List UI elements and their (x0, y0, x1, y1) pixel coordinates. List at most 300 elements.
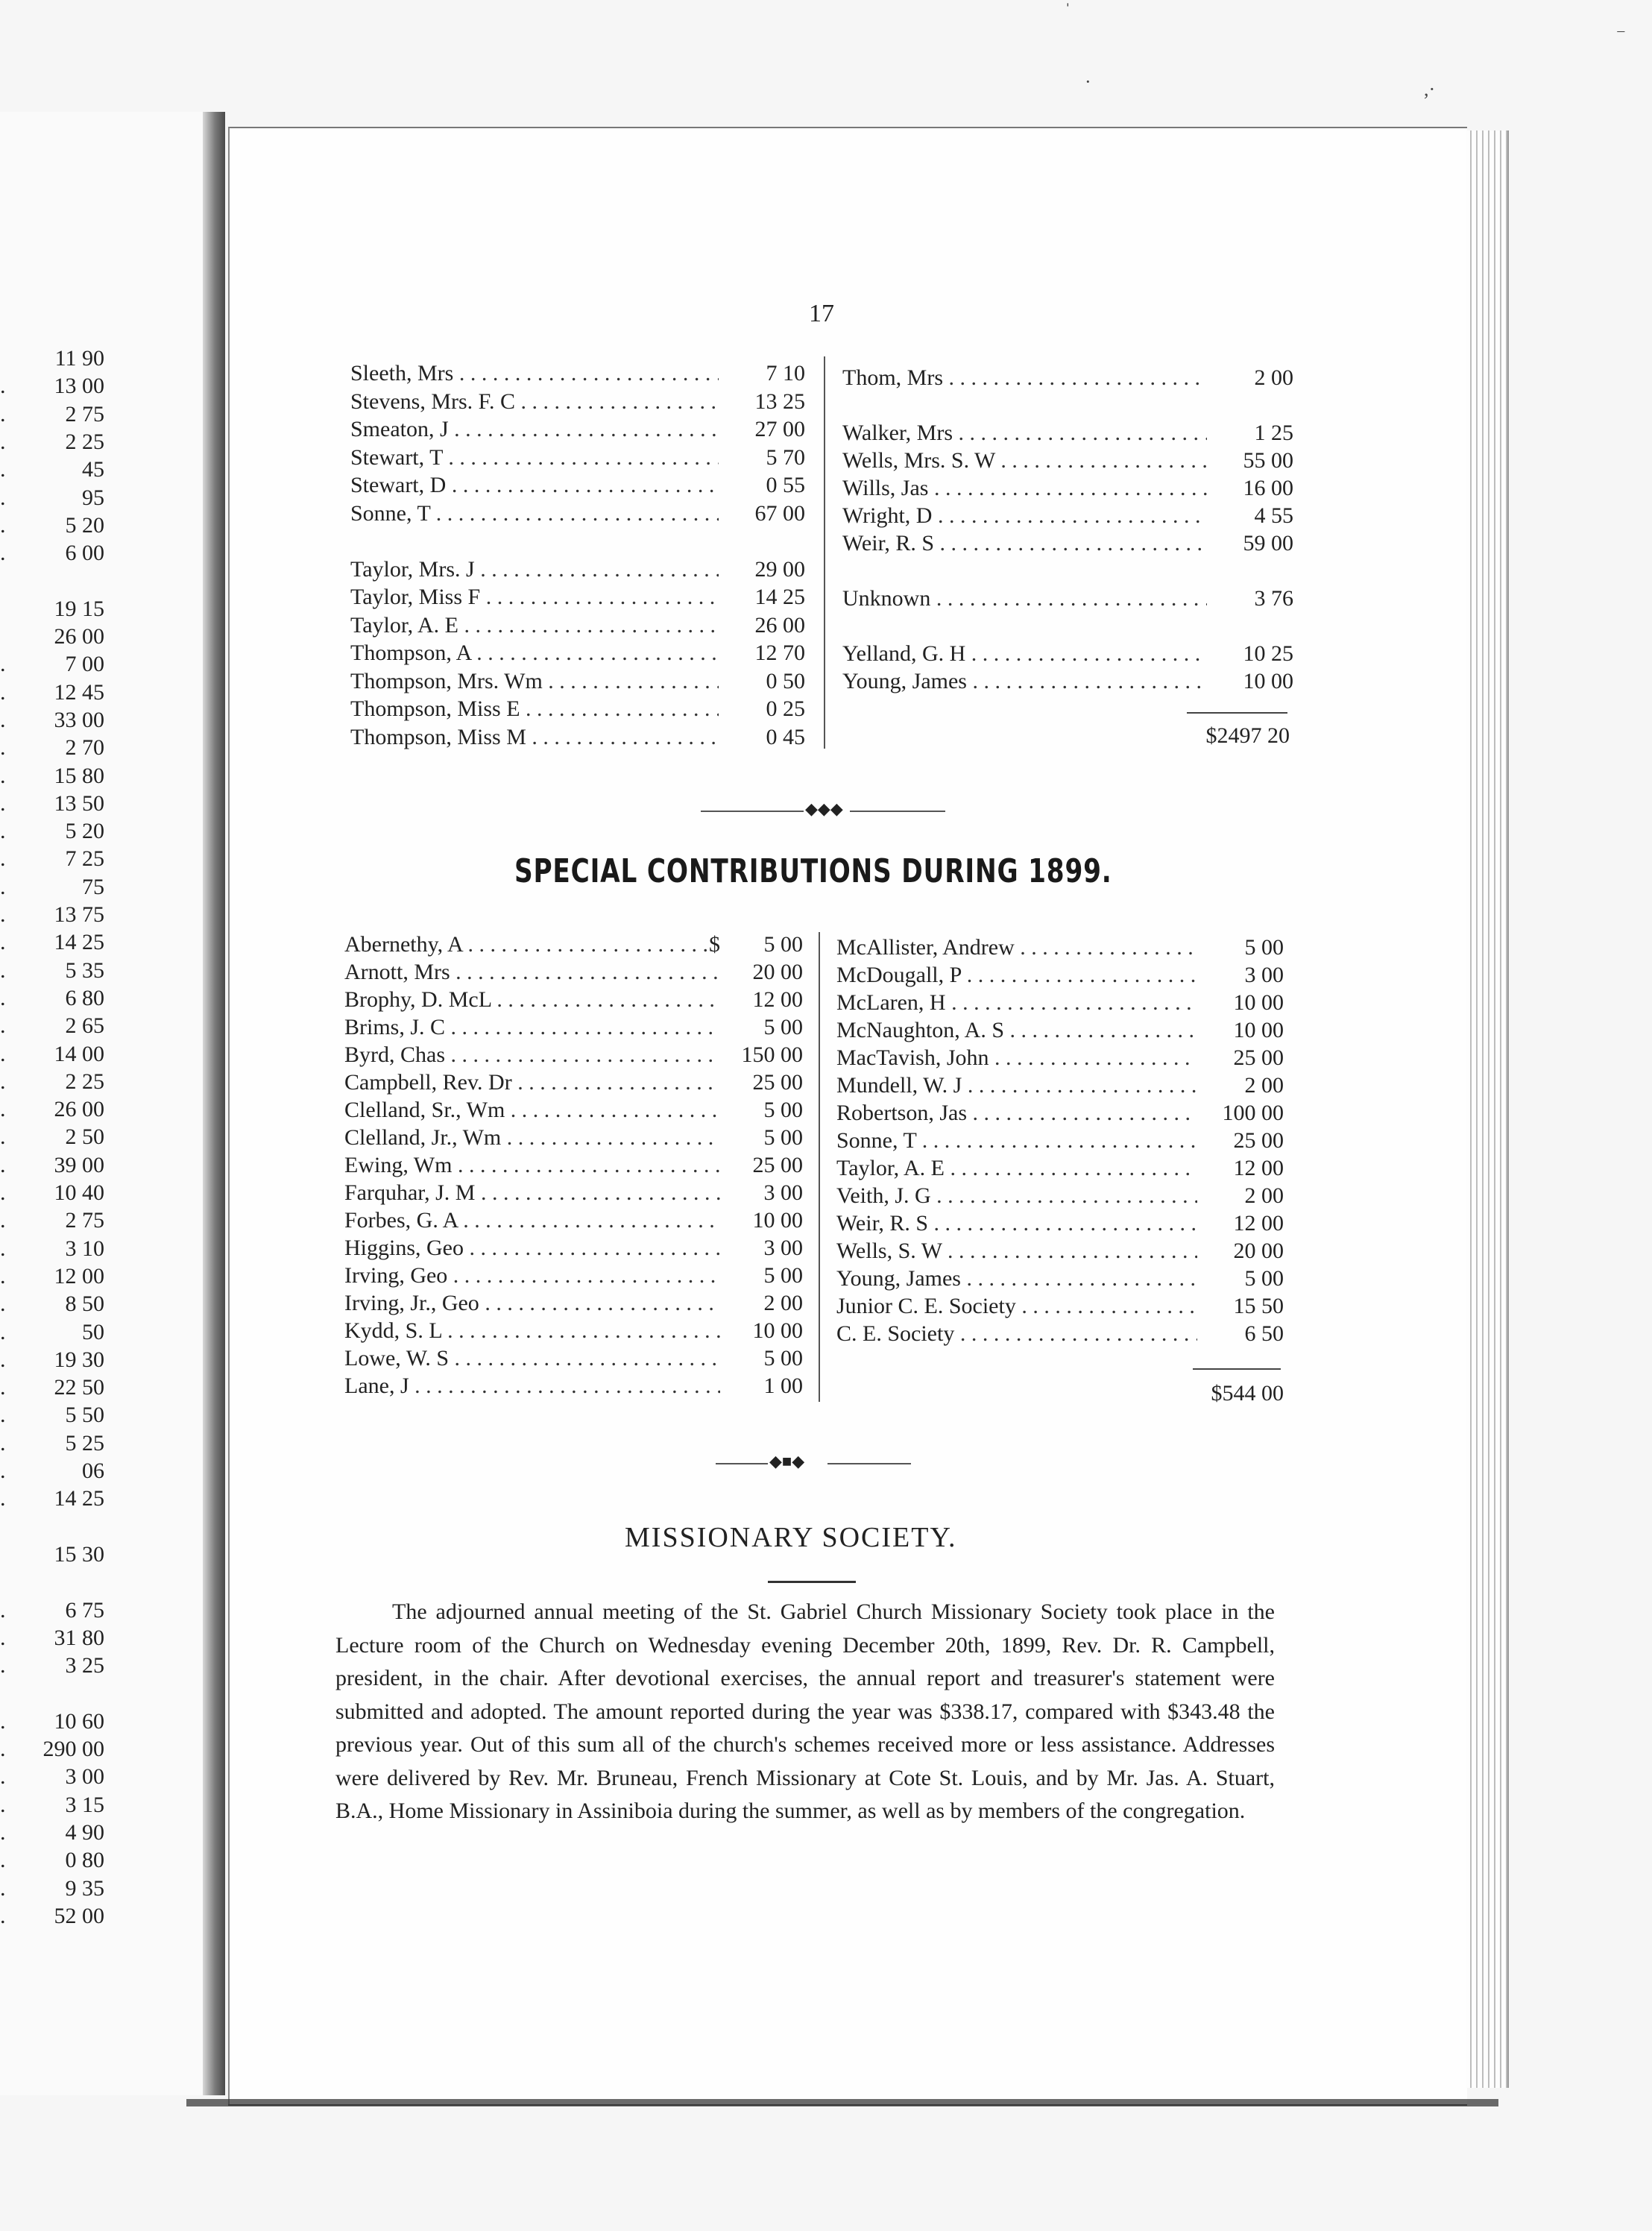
contribution-amount: 20 00 (752, 960, 803, 984)
contribution-amount: 5 00 (1244, 935, 1284, 960)
list-row (842, 419, 1293, 447)
leader-dot: . (0, 1291, 6, 1317)
leader-dot: . (0, 1486, 6, 1511)
previous-page-row (0, 1596, 216, 1625)
contributor-name: Junior C. E. Society . . . (836, 1292, 1197, 1320)
previous-page-amount: 31 80 (54, 1625, 104, 1650)
contributor-name: Sonne, T . . . (350, 500, 719, 527)
contribution-amount: 6 50 (1244, 1321, 1284, 1346)
leader-dot: . (0, 512, 6, 538)
contributor-name: McLaren, H . . . (836, 989, 1197, 1016)
contributor-name: Byrd, Chas . . . (344, 1041, 720, 1069)
leader-dot: . (0, 1124, 6, 1150)
list-row (344, 1069, 803, 1096)
previous-page-row (0, 1179, 216, 1207)
contribution-amount: 27 00 (754, 417, 805, 441)
previous-page-amount: 6 00 (65, 541, 104, 566)
previous-page-amount: 3 00 (65, 1764, 104, 1790)
leader-dot: . (0, 1236, 6, 1261)
list-row (836, 1154, 1284, 1182)
previous-page-amount: 14 00 (54, 1041, 104, 1066)
list-row (344, 1041, 803, 1069)
contribution-amount: 1 00 (763, 1373, 803, 1398)
contributor-name: Wright, D . . . (842, 502, 1207, 529)
previous-page-amount: 26 00 (54, 1097, 104, 1122)
previous-page-amount: 95 (82, 485, 104, 510)
contribution-amount: 0 50 (766, 668, 805, 693)
previous-page-amount: 3 25 (65, 1653, 104, 1678)
contribution-amount: 16 00 (1243, 476, 1293, 500)
previous-page-amount: 10 40 (54, 1180, 104, 1205)
previous-page-amount: 4 90 (65, 1819, 104, 1845)
contribution-amount: 5 00 (763, 1263, 803, 1288)
title-rule (768, 1581, 856, 1583)
previous-page-amount: 5 35 (65, 957, 104, 983)
previous-page-amount: 15 30 (54, 1541, 104, 1567)
contributor-name: Taylor, A. E . . . (350, 611, 719, 639)
contributor-name: Forbes, G. A . . . (344, 1206, 720, 1234)
leader-dot: . (0, 485, 6, 510)
contributor-name: Brophy, D. McL . . . (344, 986, 720, 1013)
previous-page-row (0, 1290, 216, 1318)
contribution-amount: 59 00 (1243, 531, 1293, 556)
leader-dot: . (0, 1737, 6, 1761)
contributor-name: Thompson, A . . . (350, 639, 719, 667)
contributor-name: Brims, J. C . . . (344, 1013, 720, 1041)
leader-dot: . (0, 457, 6, 482)
leader-dot: . (0, 1403, 6, 1428)
previous-page-row (0, 1679, 216, 1708)
contribution-amount: 2 00 (1244, 1183, 1284, 1208)
leader-dot: . (0, 1764, 6, 1790)
contributor-name: Stevens, Mrs. F. C . . . (350, 388, 719, 415)
contribution-amount: 20 00 (1233, 1239, 1284, 1263)
ornament-line (827, 1463, 911, 1464)
list-row (836, 1209, 1284, 1237)
contribution-amount: 14 25 (754, 585, 805, 609)
total-rule (1193, 1368, 1281, 1370)
leader-dot: . (0, 1708, 6, 1734)
previous-page-amount: 13 75 (54, 902, 104, 927)
previous-page-amount: 13 00 (54, 374, 104, 399)
list-row (836, 1016, 1284, 1044)
contribution-amount: 67 00 (754, 500, 805, 526)
contribution-amount: 5 00 (763, 1346, 803, 1371)
previous-page-amount: 45 (82, 457, 104, 482)
contributor-name: Taylor, Miss F . . . (350, 583, 719, 611)
previous-page-row (0, 1708, 216, 1736)
previous-page-amount: 2 25 (65, 1069, 104, 1094)
list-row (842, 529, 1293, 557)
list-row (836, 934, 1284, 961)
contribution-amount: 3 76 (1254, 586, 1293, 611)
list-row (350, 500, 805, 527)
contribution-amount: 10 00 (752, 1208, 803, 1233)
contributor-name: Thompson, Miss E . . . (350, 695, 719, 723)
contribution-amount: 5 00 (1244, 1266, 1284, 1291)
contribution-amount: 2 00 (763, 1291, 803, 1315)
leader-dot: . (0, 1597, 6, 1623)
previous-page-amount: 5 50 (65, 1403, 104, 1428)
leader-dot: . (0, 1208, 6, 1233)
previous-page-row (0, 428, 216, 456)
contribution-amount: 3 00 (1244, 963, 1284, 987)
paragraph-text: The adjourned annual meeting of the St. Gabriel Church Missionary Society took place in the Lecture room of the Church on Wednesday evening December 20th, 1899, Rev. Dr. R. Campbell, president, in the chair. After devotional exercises, the annual report and treasurer's statement were submitted and adopted. The amount reported during the year was $338.17, compared with $343.48 the previous year. Out of this sum all of the church's schemes received more or less assistance. Addresses were delivered by Rev. Mr. Bruneau, French Missionary at Cote St. Louis, and by Mr. Jas. A. Stuart, B.A., Home Missionary in Assiniboia during the summer, as well as by members of the congregation. (335, 1599, 1275, 1823)
leader-dot: . (0, 401, 6, 427)
previous-page-amount: 3 15 (65, 1792, 104, 1817)
previous-page-amount: 39 00 (54, 1152, 104, 1177)
contributor-name: Higgins, Geo . . . (344, 1234, 720, 1262)
contributor-name: Veith, J. G . . . (836, 1182, 1197, 1209)
previous-page-row (0, 1902, 216, 1931)
leader-dot: . (0, 1375, 6, 1400)
leader-dot: . (0, 1263, 6, 1288)
contribution-amount: 3 00 (763, 1180, 803, 1205)
leader-dot: . (0, 735, 6, 761)
list-row (842, 391, 1293, 419)
leader-dot: . (0, 874, 6, 899)
total-special (1170, 1381, 1284, 1406)
previous-page-row (0, 957, 216, 985)
previous-page-row (0, 901, 216, 929)
contribution-amount: 5 00 (763, 932, 803, 957)
list-row (836, 1099, 1284, 1127)
contribution-amount: 12 00 (752, 987, 803, 1012)
ornament-line (850, 811, 945, 812)
leader-dot: . (0, 679, 6, 705)
contributor-name: Unknown . . . (842, 585, 1207, 612)
list-row (350, 723, 805, 751)
leader-dot: . (0, 1347, 6, 1372)
contribution-amount: 25 00 (1233, 1045, 1284, 1070)
list-row (344, 1151, 803, 1179)
missionary-society-title: MISSIONARY SOCIETY. (625, 1522, 957, 1553)
contributor-name: Wills, Jas . . . (842, 474, 1207, 502)
previous-page-row (0, 1513, 216, 1541)
contributor-name: Kydd, S. L . . . (344, 1317, 720, 1344)
list-row (842, 502, 1293, 529)
previous-page-amount: 7 25 (65, 846, 104, 872)
previous-page-amount: 75 (82, 874, 104, 899)
contributor-name: Weir, R. S . . . (836, 1209, 1197, 1237)
contributor-name: Robertson, Jas . . . (836, 1099, 1197, 1127)
previous-page-row (0, 400, 216, 429)
previous-page-amount: 0 80 (65, 1848, 104, 1873)
total-top-amount: $2497 20 (1205, 723, 1290, 748)
contributor-name: Young, James . . . (836, 1265, 1197, 1292)
previous-page-row (0, 512, 216, 540)
leader-dot: . (0, 846, 6, 872)
leader-dot: . (0, 374, 6, 399)
previous-page-row (0, 1151, 216, 1180)
contributor-name: Mundell, W. J . . . (836, 1072, 1197, 1099)
list-row (344, 1289, 803, 1317)
previous-page-amount: 06 (82, 1459, 104, 1483)
previous-page-row (0, 1095, 216, 1124)
leader-dot: . (0, 1013, 6, 1039)
contributor-name: Walker, Mrs . . . (842, 419, 1207, 447)
list-row (842, 364, 1293, 391)
list-row (842, 585, 1293, 612)
previous-page-row (0, 1819, 216, 1847)
list-row (350, 695, 805, 723)
list-row (842, 557, 1293, 585)
contribution-amount: 5 00 (763, 1015, 803, 1039)
list-row (836, 1292, 1284, 1320)
contributor-name: McNaughton, A. S . . . (836, 1016, 1197, 1044)
leader-dot: . (0, 1875, 6, 1901)
leader-dot: . (0, 1097, 6, 1122)
previous-page-row (0, 1012, 216, 1040)
leader-dot: . (0, 1792, 6, 1817)
previous-page-amount: 6 75 (65, 1597, 104, 1623)
contribution-amount: 25 00 (752, 1070, 803, 1095)
contribution-amount: 5 00 (763, 1098, 803, 1122)
previous-page-row (0, 1846, 216, 1875)
previous-page-row (0, 1318, 216, 1347)
contribution-amount: 10 00 (752, 1318, 803, 1343)
previous-page-amount: 290 00 (42, 1737, 104, 1761)
ornament-line (701, 811, 804, 812)
previous-page-row (0, 706, 216, 734)
list-row (842, 667, 1293, 695)
total-top (1178, 723, 1290, 749)
previous-page-row (0, 595, 216, 623)
currency-symbol: $ (709, 932, 720, 957)
contribution-amount: 10 25 (1243, 641, 1293, 666)
scan-speck: ˈ (1065, 0, 1071, 22)
page-stack-edge (1466, 130, 1509, 2088)
previous-page-amount: 22 50 (54, 1375, 104, 1400)
contributor-name: Wells, S. W . . . (836, 1237, 1197, 1265)
contribution-amount: 7 10 (766, 361, 805, 386)
contribution-amount: 12 00 (1233, 1156, 1284, 1180)
list-row (344, 1372, 803, 1400)
contributor-name: McDougall, P . . . (836, 961, 1197, 989)
leader-dot: . (0, 790, 6, 816)
previous-page-amount: 2 25 (65, 429, 104, 454)
contributor-name: Campbell, Rev. Dr . . . (344, 1069, 720, 1096)
scan-speck: · (1085, 71, 1091, 92)
previous-page-row (0, 539, 216, 567)
list-row (350, 388, 805, 415)
contributor-name: MacTavish, John . . . (836, 1044, 1197, 1072)
contribution-amount: 0 45 (766, 724, 805, 749)
previous-page-row (0, 1875, 216, 1903)
leader-dot: . (0, 1819, 6, 1845)
list-row (350, 471, 805, 499)
previous-page-amount: 7 00 (65, 652, 104, 677)
contribution-amount: 2 00 (1244, 1073, 1284, 1098)
leader-dot: . (0, 763, 6, 788)
contributor-name: Taylor, Mrs. J . . . (350, 556, 719, 583)
contribution-amount: 15 50 (1233, 1294, 1284, 1318)
page-gutter-shadow (203, 112, 225, 2095)
list-row (344, 1124, 803, 1151)
contributor-name: Sonne, T . . . (836, 1127, 1197, 1154)
contributor-name: Weir, R. S . . . (842, 529, 1207, 557)
contribution-amount: 10 00 (1233, 990, 1284, 1015)
previous-page-amount: 13 50 (54, 790, 104, 816)
leader-dot: . (0, 1653, 6, 1678)
previous-page-row (0, 1235, 216, 1263)
list-row (842, 474, 1293, 502)
scan-speck: ,· (1424, 78, 1436, 100)
contributor-name: Ewing, Wm . . . (344, 1151, 720, 1179)
leader-dot: . (0, 1152, 6, 1177)
previous-page-amount: 6 80 (65, 985, 104, 1010)
contribution-amount: 26 00 (754, 612, 805, 638)
list-row (836, 1265, 1284, 1292)
contributor-name: Lowe, W. S . . . (344, 1344, 720, 1372)
leader-dot: . (0, 429, 6, 454)
contribution-amount: 0 25 (766, 696, 805, 721)
ornament-line (716, 1463, 768, 1464)
leader-dot: . (0, 1180, 6, 1205)
previous-page-row (0, 1735, 216, 1763)
list-row (344, 1317, 803, 1344)
previous-page-row (0, 817, 216, 846)
leader-dot: . (0, 1459, 6, 1483)
scan-speck: ‾ (1618, 30, 1624, 51)
ornament-center: ◆◆◆ (805, 799, 843, 818)
previous-page-row (0, 1568, 216, 1596)
contributor-name: Stewart, T . . . (350, 444, 719, 471)
column-divider (824, 356, 825, 749)
contributor-name: Thompson, Miss M . . . (350, 723, 719, 751)
contribution-amount: 10 00 (1243, 669, 1293, 693)
leader-dot: . (0, 652, 6, 677)
contributor-name: Clelland, Sr., Wm . . . (344, 1096, 720, 1124)
contribution-amount: 12 00 (1233, 1211, 1284, 1236)
previous-page-amount: 2 65 (65, 1013, 104, 1039)
leader-dot: . (0, 819, 6, 844)
previous-page-amount: 2 75 (65, 401, 104, 427)
contribution-amount: 1 25 (1254, 421, 1293, 445)
contributor-name: Thompson, Mrs. Wm . . . (350, 667, 719, 695)
missionary-society-paragraph (335, 1596, 1275, 1828)
contributor-name: Smeaton, J . . . (350, 415, 719, 443)
list-row (842, 612, 1293, 640)
previous-page-row (0, 1429, 216, 1458)
previous-page-amount: 14 25 (54, 1486, 104, 1511)
contributor-name: Abernethy, A . . . (344, 931, 709, 958)
leader-dot: . (0, 1041, 6, 1066)
previous-page-row (0, 567, 216, 595)
previous-page-amount: 52 00 (54, 1903, 104, 1928)
contributor-name: Clelland, Jr., Wm . . . (344, 1124, 720, 1151)
list-row (350, 611, 805, 639)
previous-page-row (0, 484, 216, 512)
list-row (836, 1127, 1284, 1154)
list-row (344, 1013, 803, 1041)
contribution-amount: 13 25 (754, 388, 805, 414)
previous-page-row (0, 1457, 216, 1485)
previous-page-amount: 14 25 (54, 930, 104, 955)
list-row (842, 447, 1293, 474)
previous-page-row (0, 1346, 216, 1374)
contribution-amount: 29 00 (754, 556, 805, 582)
list-row (350, 583, 805, 611)
previous-page-row (0, 1123, 216, 1151)
contribution-amount: 55 00 (1243, 448, 1293, 473)
list-row (344, 1262, 803, 1289)
list-row (350, 556, 805, 583)
leader-dot: . (0, 1069, 6, 1094)
contributor-name: Yelland, G. H . . . (842, 640, 1207, 667)
list-row (836, 1182, 1284, 1209)
column-divider (819, 932, 820, 1402)
contribution-amount: 3 00 (763, 1236, 803, 1260)
leader-dot: . (0, 1319, 6, 1344)
previous-page-amount: 8 50 (65, 1291, 104, 1317)
previous-page-amount: 19 15 (54, 596, 104, 621)
list-row (344, 1344, 803, 1372)
list-row (344, 1206, 803, 1234)
previous-page-amount: 3 10 (65, 1236, 104, 1261)
list-row (350, 359, 805, 387)
previous-page-row (0, 734, 216, 762)
leader-dot: . (0, 1903, 6, 1928)
list-row (350, 444, 805, 471)
previous-page-amount: 50 (82, 1319, 104, 1344)
previous-page-row (0, 928, 216, 957)
special-contributions-title: SPECIAL CONTRIBUTIONS DURING 1899. (514, 852, 1112, 890)
contribution-amount: 25 00 (1233, 1128, 1284, 1153)
previous-page-row (0, 1652, 216, 1680)
previous-page-row (0, 1373, 216, 1402)
ornament-center: ◆■◆ (769, 1452, 805, 1470)
contributor-name: Taylor, A. E . . . (836, 1154, 1197, 1182)
list-row (344, 1096, 803, 1124)
previous-page-row (0, 679, 216, 707)
list-row (344, 1234, 803, 1262)
previous-page-amount: 26 00 (54, 624, 104, 649)
previous-page-amount: 5 25 (65, 1430, 104, 1456)
total-rule (1187, 712, 1287, 714)
list-row (344, 986, 803, 1013)
previous-page-row (0, 1485, 216, 1513)
previous-page-amount: 9 35 (65, 1875, 104, 1901)
list-row (836, 1044, 1284, 1072)
contribution-amount: 4 55 (1254, 503, 1293, 528)
leader-dot: . (0, 541, 6, 566)
previous-page-row (0, 790, 216, 818)
previous-page-amount: 2 70 (65, 735, 104, 761)
contributor-name: Young, James . . . (842, 667, 1207, 695)
list-row (344, 1179, 803, 1206)
previous-page-row (0, 456, 216, 484)
contributor-name: Irving, Geo . . . (344, 1262, 720, 1289)
leader-dot: . (0, 707, 6, 732)
page-bottom-shadow (186, 2099, 1498, 2106)
leader-dot: . (0, 930, 6, 955)
contribution-amount: 12 70 (754, 641, 805, 665)
contribution-amount: 5 70 (766, 444, 805, 470)
contribution-amount: 0 55 (766, 473, 805, 497)
list-row (842, 640, 1293, 667)
previous-page-row (0, 623, 216, 651)
page-number: 17 (809, 300, 834, 327)
list-row (350, 527, 805, 555)
previous-page-row (0, 1040, 216, 1069)
contribution-amount: 25 00 (752, 1153, 803, 1177)
contributor-name: Sleeth, Mrs . . . (350, 359, 719, 387)
list-row (836, 1072, 1284, 1099)
previous-page-amount: 33 00 (54, 707, 104, 732)
contributor-name: Lane, J . . . (344, 1372, 720, 1400)
previous-page-row (0, 1763, 216, 1791)
